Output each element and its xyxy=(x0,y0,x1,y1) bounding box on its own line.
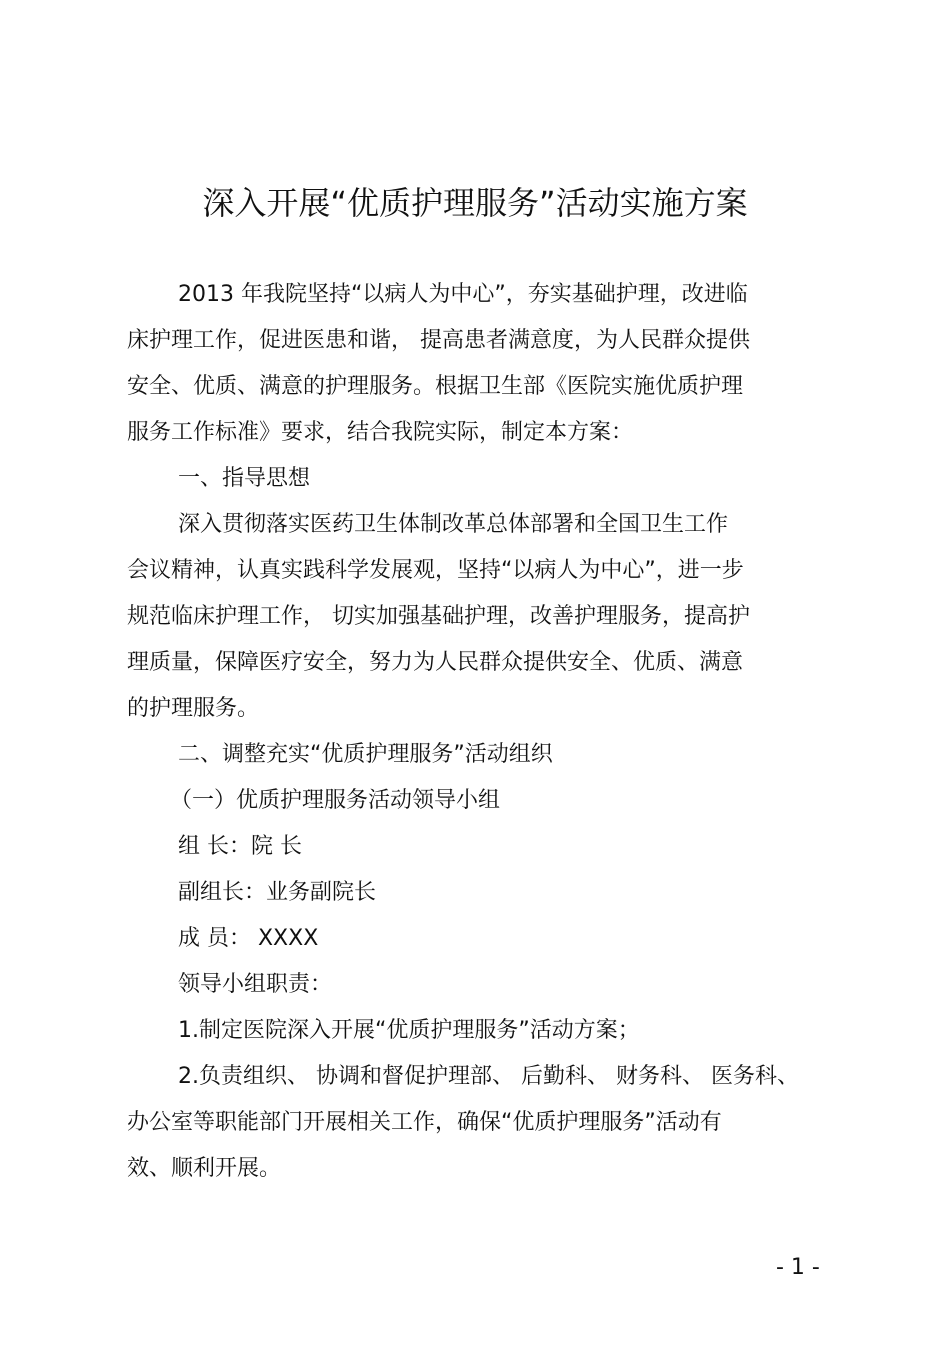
intro-line-4: 服务工作标准》要求，结合我院实际，制定本方案： xyxy=(127,420,634,445)
duty-1: 1.制定医院深入开展“优质护理服务”活动方案； xyxy=(178,1018,640,1043)
duty-2-line-2: 办公室等职能部门开展相关工作，确保“优质护理服务”活动有 xyxy=(127,1110,722,1135)
intro-line-3: 安全、优质、满意的护理服务。根据卫生部《医院实施优质护理 xyxy=(127,374,744,399)
leader-line: 组 长：院 长 xyxy=(178,834,302,859)
section1-line-3: 规范临床护理工作， 切实加强基础护理，改善护理服务，提高护 xyxy=(127,604,750,629)
intro-line-1: 2013 年我院坚持“以病人为中心”，夯实基础护理，改进临 xyxy=(178,282,748,307)
members-line: 成 员： XXXX xyxy=(178,926,319,951)
document-title: 深入开展“优质护理服务”活动实施方案 xyxy=(202,184,748,222)
deputy-leader-line: 副组长：业务副院长 xyxy=(178,880,377,905)
duties-heading: 领导小组职责： xyxy=(178,972,333,997)
section1-line-4: 理质量，保障医疗安全，努力为人民群众提供安全、优质、满意 xyxy=(127,650,744,675)
section1-line-2: 会议精神，认真实践科学发展观，坚持“以病人为中心”，进一步 xyxy=(127,558,744,583)
duty-2-line-1: 2.负责组织、 协调和督促护理部、 后勤科、 财务科、 医务科、 xyxy=(178,1064,799,1089)
section-heading-guiding-thought: 一、指导思想 xyxy=(178,466,311,491)
subsection-heading-leadership-group: （一）优质护理服务活动领导小组 xyxy=(170,788,501,813)
page-number: - 1 - xyxy=(776,1255,820,1280)
section1-line-1: 深入贯彻落实医药卫生体制改革总体部署和全国卫生工作 xyxy=(178,512,729,537)
duty-2-line-3: 效、顺利开展。 xyxy=(127,1156,282,1181)
section-heading-organization: 二、调整充实“优质护理服务”活动组织 xyxy=(178,742,553,767)
intro-line-2: 床护理工作，促进医患和谐， 提高患者满意度，为人民群众提供 xyxy=(127,328,750,353)
section1-line-5: 的护理服务。 xyxy=(127,696,260,721)
